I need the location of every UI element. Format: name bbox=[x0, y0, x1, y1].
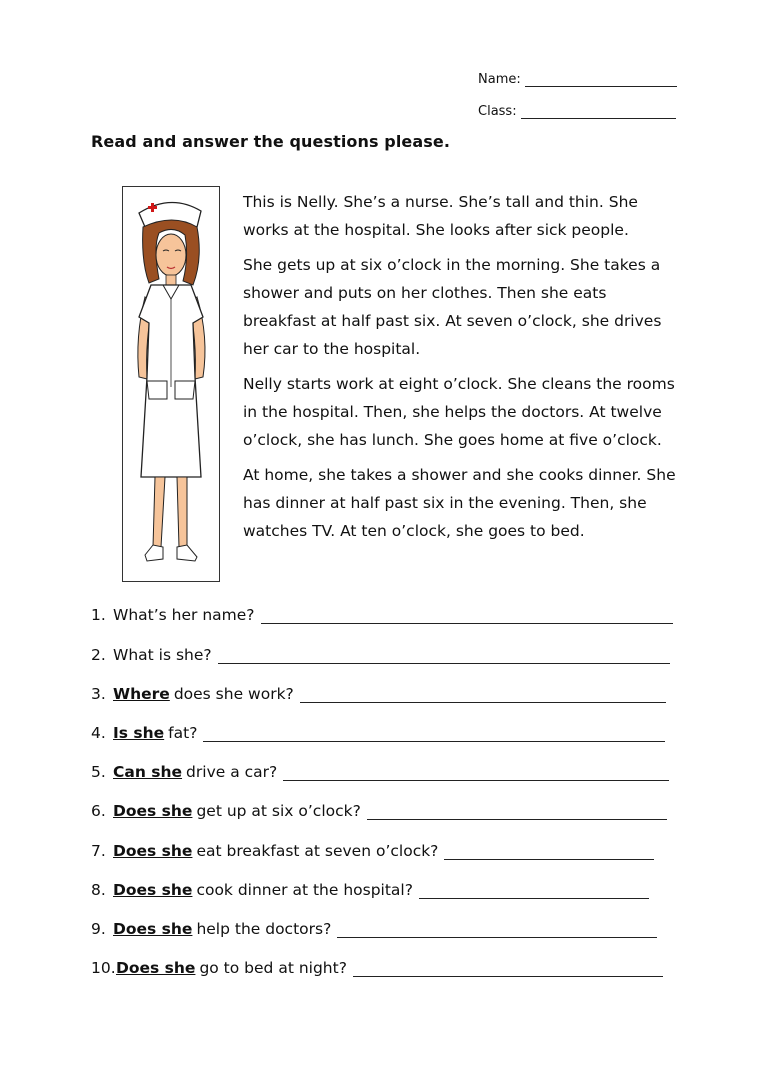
name-label: Name: bbox=[478, 72, 521, 87]
name-answer-line[interactable] bbox=[525, 72, 677, 87]
question-keyword: Can she bbox=[113, 763, 183, 781]
question-10 bbox=[91, 959, 663, 977]
question-number: 3. bbox=[91, 685, 106, 703]
answer-line[interactable] bbox=[261, 609, 673, 624]
answer-line[interactable] bbox=[367, 805, 667, 820]
question-5 bbox=[91, 763, 669, 781]
question-text: does she work? bbox=[173, 685, 294, 703]
question-8 bbox=[91, 881, 649, 899]
question-9 bbox=[91, 920, 657, 938]
name-field[interactable] bbox=[478, 72, 677, 87]
question-keyword: Does she bbox=[113, 881, 193, 899]
question-text: drive a car? bbox=[186, 763, 278, 781]
answer-line[interactable] bbox=[353, 962, 663, 977]
question-2 bbox=[91, 646, 670, 664]
question-text: go to bed at night? bbox=[199, 959, 347, 977]
question-text: cook dinner at the hospital? bbox=[196, 881, 413, 899]
question-7 bbox=[91, 842, 654, 860]
story-paragraph: She gets up at six o’clock in the morning. She takes a shower and puts on her clothes. Then she eats breakfast at half past six. At seven o’clock, she drives her car to the hospital. bbox=[243, 256, 662, 358]
question-number: 2. bbox=[91, 646, 106, 664]
question-number: 9. bbox=[91, 920, 106, 938]
question-keyword: Does she bbox=[113, 802, 193, 820]
question-keyword: Is she bbox=[113, 724, 165, 742]
question-keyword: Where bbox=[113, 685, 170, 703]
question-6 bbox=[91, 802, 667, 820]
question-number: 8. bbox=[91, 881, 106, 899]
question-text: help the doctors? bbox=[196, 920, 332, 938]
instruction-heading: Read and answer the questions please. bbox=[91, 132, 451, 151]
question-1 bbox=[91, 606, 673, 624]
answer-line[interactable] bbox=[300, 688, 666, 703]
answer-line[interactable] bbox=[218, 649, 670, 664]
question-text: get up at six o’clock? bbox=[196, 802, 361, 820]
question-3 bbox=[91, 685, 666, 703]
question-keyword: Does she bbox=[113, 842, 193, 860]
question-number: 4. bbox=[91, 724, 106, 742]
answer-line[interactable] bbox=[419, 884, 649, 899]
story-paragraph: Nelly starts work at eight o’clock. She cleans the rooms in the hospital. Then, she helps the doctors. At twelve o’clock, she has lunch. She goes home at five o’clock. bbox=[243, 375, 675, 449]
class-field[interactable] bbox=[478, 104, 676, 119]
question-number: 5. bbox=[91, 763, 106, 781]
question-text: eat breakfast at seven o’clock? bbox=[196, 842, 439, 860]
class-answer-line[interactable] bbox=[521, 104, 676, 119]
question-number: 7. bbox=[91, 842, 106, 860]
question-number: 1. bbox=[91, 606, 106, 624]
answer-line[interactable] bbox=[283, 766, 669, 781]
class-label: Class: bbox=[478, 104, 517, 119]
answer-line[interactable] bbox=[203, 727, 665, 742]
nurse-icon bbox=[123, 187, 219, 581]
answer-line[interactable] bbox=[444, 845, 654, 860]
reading-passage bbox=[243, 188, 683, 552]
question-4 bbox=[91, 724, 665, 742]
question-text: What is she? bbox=[113, 646, 212, 664]
story-paragraph: At home, she takes a shower and she cooks dinner. She has dinner at half past six in the evening. Then, she watches TV. At ten o’clock, she goes to bed. bbox=[243, 466, 676, 540]
question-keyword: Does she bbox=[116, 959, 196, 977]
question-number: 10. bbox=[91, 959, 116, 977]
question-text: What’s her name? bbox=[113, 606, 255, 624]
question-number: 6. bbox=[91, 802, 106, 820]
answer-line[interactable] bbox=[337, 923, 657, 938]
question-keyword: Does she bbox=[113, 920, 193, 938]
story-paragraph: This is Nelly. She’s a nurse. She’s tall and thin. She works at the hospital. She looks after sick people. bbox=[243, 193, 638, 239]
question-text: fat? bbox=[168, 724, 198, 742]
nurse-illustration bbox=[122, 186, 220, 582]
